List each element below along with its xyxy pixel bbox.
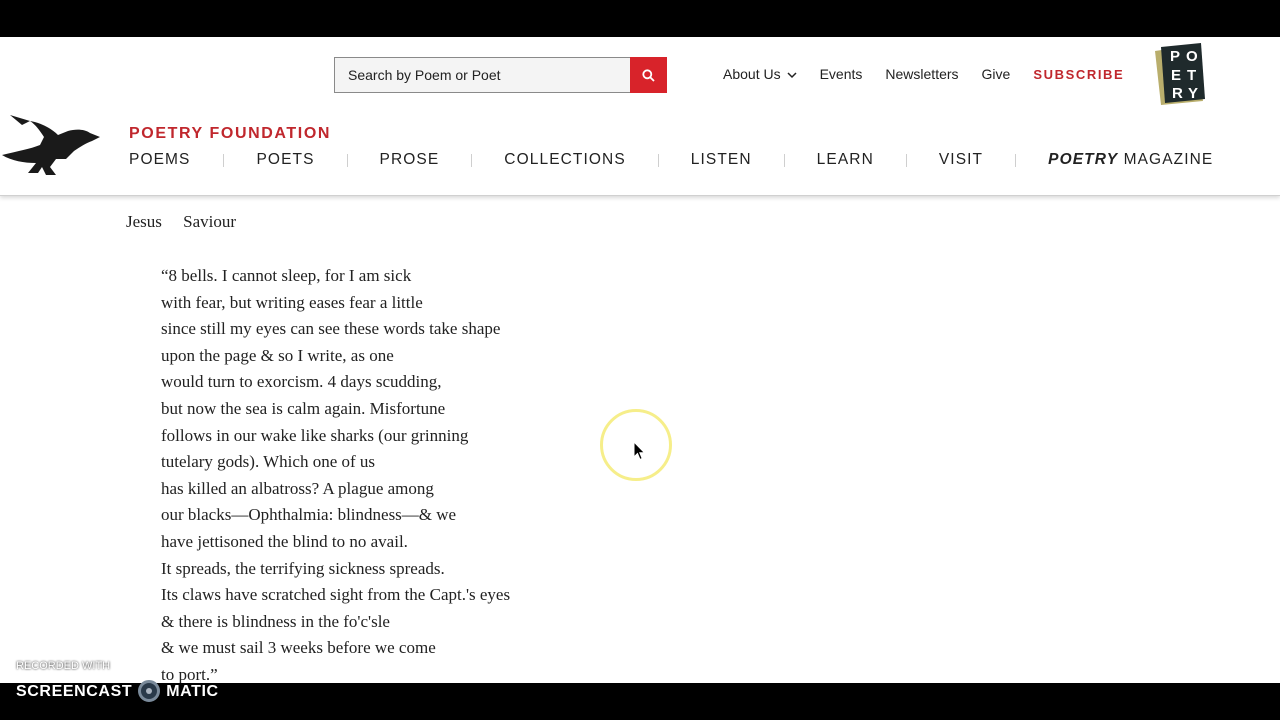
brand-name[interactable]: POETRY FOUNDATION [129, 125, 332, 142]
record-icon [138, 680, 160, 702]
search-box [334, 57, 667, 93]
poem-line: has killed an albatross? A plague among [161, 478, 434, 498]
poem-line: Its claws have scratched sight from the Capt.'s eyes [161, 585, 511, 605]
watermark-logo [16, 681, 219, 703]
chevron-down-icon [787, 72, 797, 79]
badge-letter-o: O [1186, 48, 1198, 65]
watermark-recorded-with: RECORDED WITH [16, 660, 111, 672]
poem-text [161, 263, 510, 683]
search-field[interactable] [334, 57, 631, 93]
search-input[interactable] [335, 58, 628, 92]
main-nav [129, 151, 1213, 169]
poem-line: tutelary gods). Which one of us [161, 452, 376, 472]
poem-line: our blacks—Ophthalmia: blindness—& we [161, 505, 457, 525]
poem-line: & we must sail 3 weeks before we come [161, 638, 436, 658]
poem-line: since still my eyes can see these words take shape [161, 319, 501, 339]
badge-letter-y: Y [1188, 85, 1199, 102]
search-button[interactable] [630, 57, 667, 93]
events-link[interactable]: Events [819, 66, 863, 82]
watermark-left: SCREENCAST [16, 683, 133, 700]
nav-poetry-magazine[interactable] [1048, 151, 1213, 169]
nav-visit[interactable]: VISIT [938, 151, 984, 168]
video-top-bar [0, 0, 1280, 37]
nav-divider [658, 154, 659, 167]
nav-divider [347, 154, 348, 167]
search-icon [642, 69, 655, 82]
poem-line: “8 bells. I cannot sleep, for I am sick [161, 266, 412, 285]
nav-collections[interactable]: COLLECTIONS [504, 151, 626, 168]
nav-listen[interactable]: LISTEN [690, 151, 752, 168]
badge-letter-e: E [1171, 67, 1182, 84]
webpage [0, 37, 1280, 683]
newsletters-link[interactable]: Newsletters [885, 66, 959, 82]
tag-link[interactable]: Jesus [126, 212, 162, 231]
nav-divider [1015, 154, 1016, 167]
nav-poets[interactable]: POETS [256, 151, 315, 168]
nav-learn[interactable]: LEARN [816, 151, 874, 168]
nav-divider [784, 154, 785, 167]
utility-nav [723, 66, 1147, 82]
badge-letter-p: P [1170, 48, 1181, 65]
poem-line: follows in our wake like sharks (our grinning [161, 425, 469, 445]
nav-divider [906, 154, 907, 167]
poem-line: would turn to exorcism. 4 days scudding, [161, 372, 442, 392]
about-us-label: About Us [723, 66, 781, 82]
subscribe-link[interactable]: SUBSCRIBE [1033, 66, 1125, 82]
pegasus-logo-icon[interactable] [0, 115, 104, 177]
poetry-magazine-badge[interactable] [1153, 41, 1207, 107]
poem-line: upon the page & so I write, as one [161, 345, 394, 365]
nav-poems[interactable]: POEMS [129, 151, 191, 168]
poem-line: with fear, but writing eases fear a little [161, 292, 423, 312]
poem-line: & there is blindness in the fo'c'sle [161, 611, 390, 631]
badge-letter-r: R [1172, 85, 1183, 102]
nav-divider [471, 154, 472, 167]
about-us-link[interactable] [723, 66, 797, 82]
watermark-right: MATIC [166, 683, 219, 700]
mouse-pointer-icon [633, 441, 647, 461]
poem-line: have jettisoned the blind to no avail. [161, 531, 408, 551]
give-link[interactable]: Give [981, 66, 1011, 82]
poem-line: It spreads, the terrifying sickness spreads. [161, 558, 445, 578]
site-header [0, 37, 1280, 196]
poem-line: but now the sea is calm again. Misfortune [161, 398, 446, 418]
tag-link[interactable]: Saviour [183, 212, 237, 231]
nav-prose[interactable]: PROSE [379, 151, 440, 168]
nav-magazine-label: MAGAZINE [1118, 151, 1214, 168]
nav-divider [223, 154, 224, 167]
nav-magazine-title: POETRY [1048, 151, 1119, 168]
poem-tags [126, 212, 253, 232]
poem-line: to port.” [161, 664, 218, 683]
badge-letter-t: T [1187, 67, 1197, 84]
